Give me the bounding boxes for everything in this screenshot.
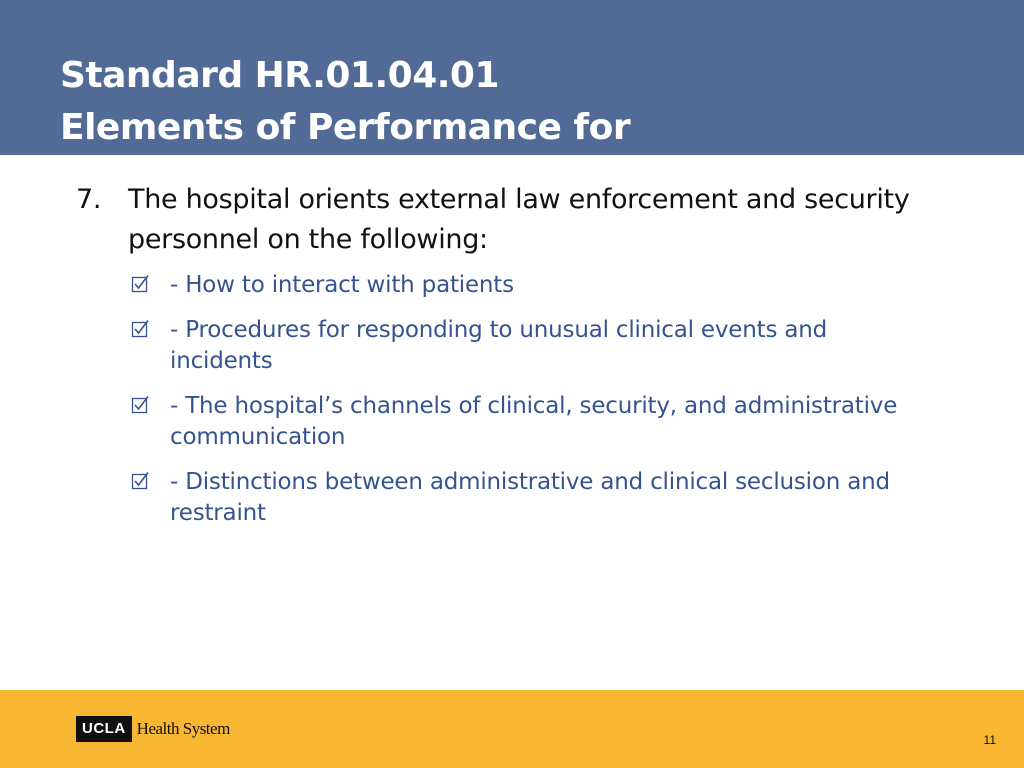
- sub-bullet-text: - Procedures for responding to unusual clinical events and incidents: [170, 317, 828, 374]
- sub-bullet-text: - Distinctions between administrative and clinical seclusion and restraint: [170, 469, 890, 526]
- sub-bullet-item: [76, 315, 930, 377]
- title-line-2: Elements of Performance for: [60, 107, 631, 148]
- slide-title: [60, 50, 630, 154]
- checked-box-icon: [130, 395, 150, 415]
- title-line-1: Standard HR.01.04.01: [60, 55, 500, 96]
- ucla-health-system-logo: [76, 716, 230, 742]
- slide-body: [76, 180, 956, 543]
- logo-mark: UCLA: [76, 716, 132, 742]
- logo-wordmark: Health System: [136, 719, 230, 738]
- item-text: The hospital orients external law enforcement and security personnel on the following:: [128, 184, 910, 255]
- sub-bullet-text: - The hospital’s channels of clinical, security, and administrative communication: [170, 393, 898, 450]
- item-number: 7.: [76, 184, 102, 215]
- numbered-item: [76, 180, 956, 260]
- header-band: [0, 0, 1024, 155]
- checked-box-icon: [130, 471, 150, 491]
- sub-bullet-list: [76, 270, 956, 529]
- sub-bullet-item: [76, 467, 930, 529]
- sub-bullet-item: [76, 391, 930, 453]
- sub-bullet-item: [76, 270, 930, 301]
- page-number: 11: [983, 733, 996, 747]
- checked-box-icon: [130, 319, 150, 339]
- checked-box-icon: [130, 274, 150, 294]
- sub-bullet-text: - How to interact with patients: [170, 272, 514, 298]
